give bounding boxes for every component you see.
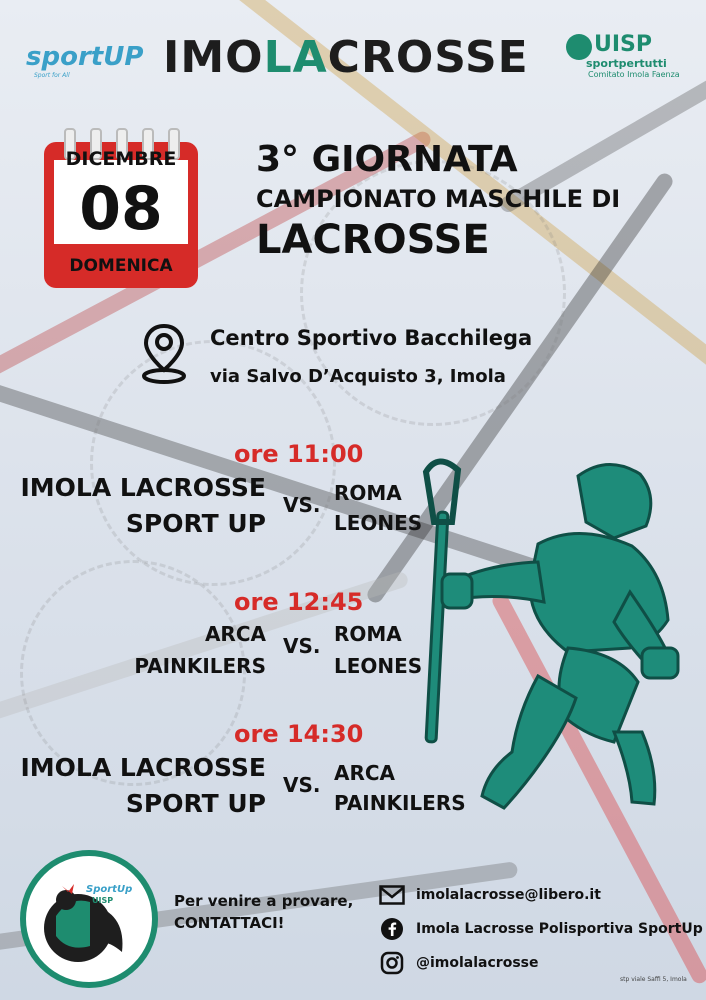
home-team [134,618,266,682]
home-team-line1: ARCA [204,622,266,646]
uisp-runner-icon [566,34,592,60]
calendar-badge [44,128,198,288]
ore-label: ore [234,720,279,748]
uisp-logo-committee: Comitato Imola Faenza [588,70,680,79]
home-team-line2: SPORT UP [125,789,266,818]
away-team-line1: ARCA [334,761,396,785]
away-team [334,618,422,682]
match-time-value: 14:30 [286,720,364,748]
badge-text-uisp: UISP [92,896,114,905]
home-team-line1: IMOLA LACROSSE [20,473,266,502]
match-time [234,720,363,748]
home-team-line2: SPORT UP [125,509,266,538]
sport-name: LACROSSE [256,217,490,263]
page-title [163,32,529,83]
rooster-icon [26,856,152,982]
title-suffix: CROSSE [327,32,529,83]
round-number: 3° GIORNATA [256,139,518,180]
invite-line1: Per venire a provare, [174,892,354,910]
invite-line2: CONTATTACI! [174,914,285,932]
uisp-logo [566,32,686,92]
uisp-logo-text: UISP [594,32,653,57]
vs-label: VS. [283,634,321,658]
contact-email[interactable] [378,878,703,912]
lacrosse-player-illustration [418,452,698,832]
match-time-value: 11:00 [286,440,364,468]
away-team-line1: ROMA [334,481,402,505]
print-credit: stp viale Saffi 5, Imola [620,976,687,983]
home-team-line2: PAINKILERS [134,654,266,678]
title-highlight: LA [263,32,328,83]
calendar-month: DICEMBRE [65,148,177,170]
header [0,30,706,90]
email-address[interactable]: imolalacrosse@libero.it [416,887,601,903]
title-prefix: IMO [163,32,264,83]
badge-text: SportUp [86,884,133,895]
sportup-logo-text: sportUP [26,42,144,72]
venue-address: via Salvo D’Acquisto 3, Imola [210,366,506,387]
calendar-day: 08 [79,174,163,244]
facebook-icon [378,917,406,941]
calendar-weekday: DOMENICA [69,256,173,276]
uisp-logo-sub: sportpertutti [586,57,667,70]
facebook-page[interactable]: Imola Lacrosse Polisportiva SportUp [416,921,703,937]
home-team [20,470,266,542]
sportup-logo-subtext: Sport for All [34,72,70,79]
vs-label: VS. [283,493,321,517]
match-time [234,588,363,616]
location-pin-icon [140,322,200,386]
ore-label: ore [234,588,279,616]
event-heading [256,140,620,264]
club-badge-logo [20,850,158,988]
away-team-line1: ROMA [334,622,402,646]
away-team-line2: LEONES [334,511,423,535]
contact-invite [174,890,353,934]
away-team-line2: LEONES [334,654,423,678]
championship-name: CAMPIONATO MASCHILE DI [256,185,621,213]
instagram-handle[interactable]: @imolalacrosse [416,955,539,971]
instagram-icon [378,951,406,975]
sportup-logo [26,42,146,86]
contact-instagram[interactable] [378,946,703,980]
home-team [20,750,266,822]
home-team-line1: IMOLA LACROSSE [20,753,266,782]
match-time-value: 12:45 [286,588,364,616]
location-block [140,322,580,392]
away-team-line2: PAINKILERS [334,791,466,815]
away-team [334,478,422,538]
venue-name: Centro Sportivo Bacchilega [210,326,533,350]
envelope-icon [378,883,406,907]
vs-label: VS. [283,773,321,797]
ore-label: ore [234,440,279,468]
match-time [234,440,363,468]
contacts-list [378,878,703,980]
contact-facebook[interactable] [378,912,703,946]
